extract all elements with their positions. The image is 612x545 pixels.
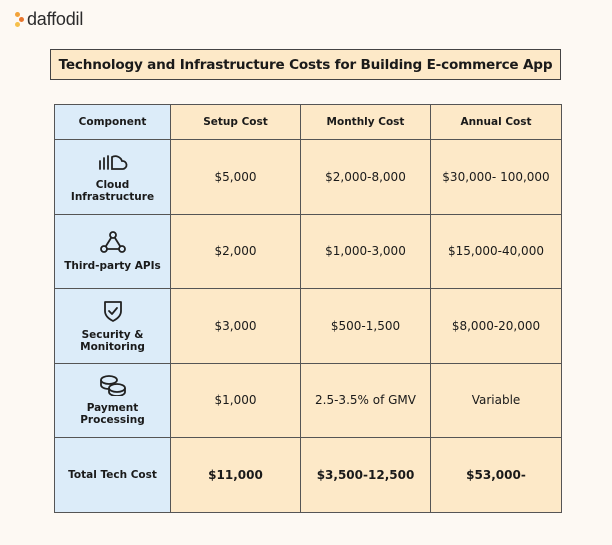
table-header-row	[55, 105, 562, 140]
total-row	[55, 438, 562, 513]
annual-cost-cell: $8,000-20,000	[431, 289, 562, 364]
brand-logo	[14, 9, 83, 29]
monthly-cost-cell: $500-1,500	[301, 289, 431, 364]
page-title: Technology and Infrastructure Costs for Building E-commerce App	[50, 49, 561, 80]
monthly-cost-cell: $1,000-3,000	[301, 214, 431, 289]
table-row	[55, 289, 562, 364]
annual-cost-cell: Variable	[431, 363, 562, 438]
component-label: Payment Processing	[80, 402, 145, 427]
cost-table	[54, 104, 562, 513]
component-label: Third-party APIs	[64, 260, 161, 273]
table-row	[55, 140, 562, 215]
total-setup-cell: $11,000	[171, 438, 301, 513]
cloud-icon	[98, 151, 128, 173]
daffodil-logo-icon	[14, 9, 26, 29]
shield-check-icon	[101, 299, 125, 323]
header-annual-cost: Annual Cost	[431, 105, 562, 140]
total-label-cell: Total Tech Cost	[55, 438, 171, 513]
component-cell	[55, 140, 171, 215]
annual-cost-cell: $30,000- 100,000	[431, 140, 562, 215]
annual-cost-cell: $15,000-40,000	[431, 214, 562, 289]
setup-cost-cell: $3,000	[171, 289, 301, 364]
brand-name: daffodil	[27, 9, 84, 29]
header-setup-cost: Setup Cost	[171, 105, 301, 140]
setup-cost-cell: $5,000	[171, 140, 301, 215]
component-label: Security & Monitoring	[80, 328, 145, 353]
header-component: Component	[55, 105, 171, 140]
total-monthly-cell: $3,500-12,500	[301, 438, 431, 513]
component-cell	[55, 214, 171, 289]
component-cell	[55, 289, 171, 364]
total-annual-cell: $53,000-	[431, 438, 562, 513]
header-monthly-cost: Monthly Cost	[301, 105, 431, 140]
setup-cost-cell: $1,000	[171, 363, 301, 438]
component-cell	[55, 363, 171, 438]
table-row	[55, 363, 562, 438]
setup-cost-cell: $2,000	[171, 214, 301, 289]
table-row	[55, 214, 562, 289]
component-label: Cloud Infrastructure	[70, 178, 155, 203]
coins-icon	[99, 374, 127, 396]
monthly-cost-cell: $2,000-8,000	[301, 140, 431, 215]
api-icon	[99, 230, 127, 254]
monthly-cost-cell: 2.5-3.5% of GMV	[301, 363, 431, 438]
